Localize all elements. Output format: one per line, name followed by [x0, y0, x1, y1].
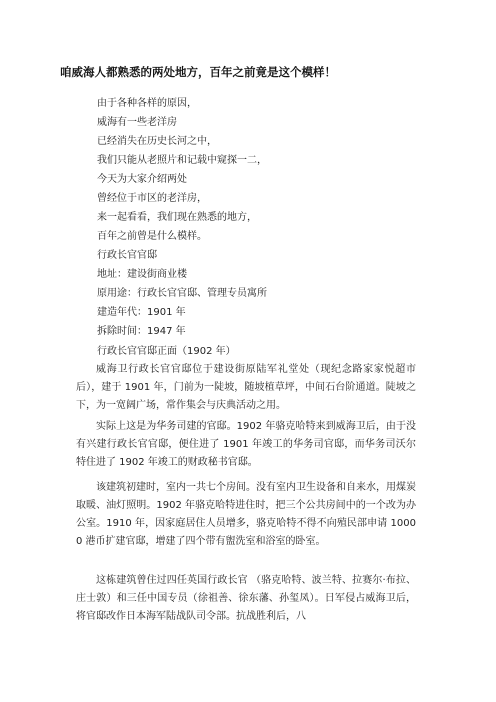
intro-line: 百年之前曾是什么模样。 — [97, 231, 207, 242]
build-year-line: 建造年代：1901 年 — [97, 307, 186, 318]
intro-line: 我们只能从老照片和记载中窥探一二， — [97, 155, 267, 166]
intro-line: 曾经位于市区的老洋房， — [97, 193, 207, 204]
address-line: 地址：建设街商业楼 — [97, 269, 187, 280]
intro-line: 今天为大家介绍两处 — [97, 174, 187, 185]
article-title: 咱威海人都熟悉的两处地方，百年之前竟是这个模样！ — [60, 65, 336, 79]
intro-line: 威海有一些老洋房 — [97, 117, 177, 128]
demolition-line: 拆除时间：1947 年 — [97, 326, 186, 337]
intro-line: 由于各种各样的原因， — [97, 98, 197, 109]
intro-line: 来一起看看，我们现在熟悉的地方， — [97, 212, 257, 223]
section-heading: 行政长官官邸 — [97, 250, 157, 261]
original-use-line: 原用途：行政长官官邸、管理专员寓所 — [97, 288, 267, 299]
body-paragraph: 这栋建筑曾住过四任英国行政长官 （骆克哈特、波兰特、拉赛尔·布拉、庄士敦）和三任中国专员（徐祖善、徐东藩、孙玺凤）。日军侵占威海卫后，将官邸改作日本海军陆战队司令部。抗战胜利后，八 — [76, 575, 416, 622]
photo-caption: 行政长官官邸正面（1902 年） — [97, 346, 236, 357]
body-paragraph: 威海卫行政长官官邸位于建设街原陆军礼堂处（现纪念路家家悦超市后），建于 1901 年，门前为一陡坡，随坡植草坪，中间石台阶通道。陡坡之下，为一宽阔广场，常作集会与庆典活动之用。 — [76, 364, 416, 411]
body-paragraph: 该建筑初建时，室内一共七个房间。没有室内卫生设备和自来水，用煤炭取暖、油灯照明。1902 年骆克哈特进住时，把三个公共房间中的一个改为办公室。1910 年，因家庭居住人员增多，骆克哈特不得不向殖民部申请 10000 港币扩建官邸，增建了四个带有盥洗室和浴室的卧室。 — [76, 482, 416, 547]
intro-line: 已经消失在历史长河之中， — [97, 136, 217, 147]
body-paragraph: 实际上这是为华务司建的官邸。1902 年骆克哈特来到威海卫后，由于没有兴建行政长官官邸，便住进了 1901 年竣工的华务司官邸，而华务司沃尔特住进了 1902 年竣工的财政秘书官邸。 — [76, 421, 416, 468]
